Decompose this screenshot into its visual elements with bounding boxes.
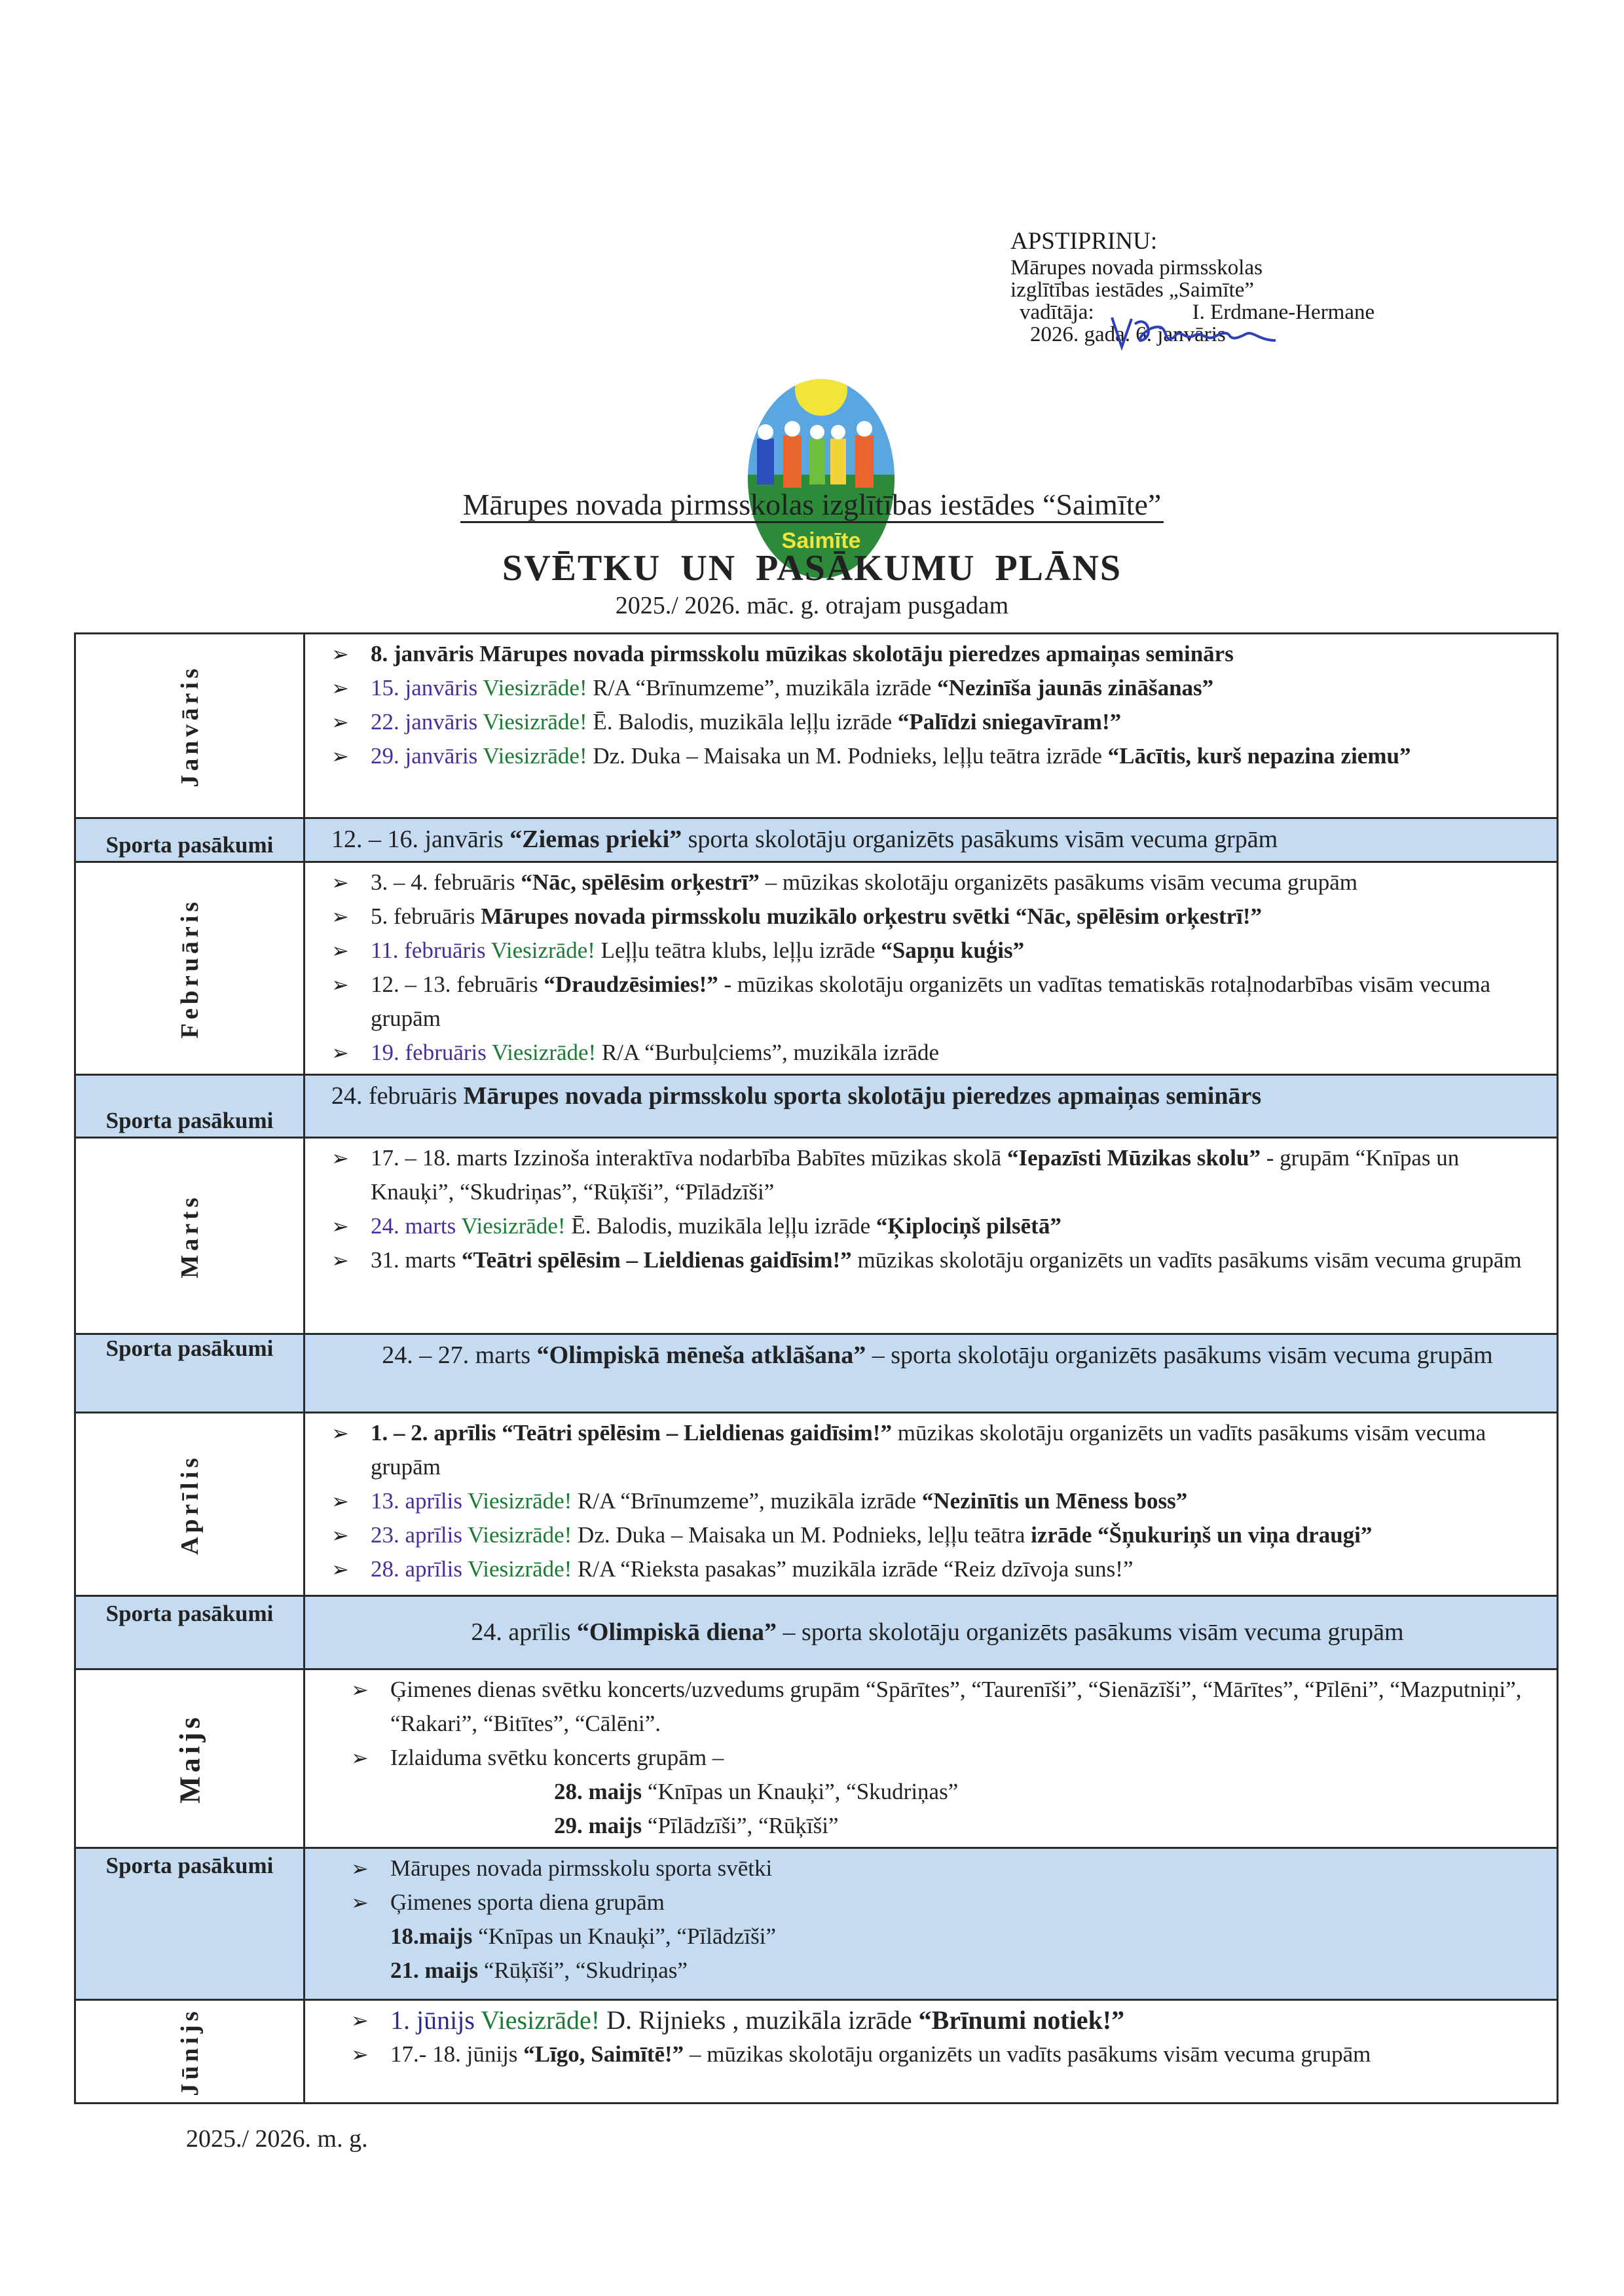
sport-event: 12. – 16. janvāris “Ziemas prieki” sporta skolotāju organizēts pasākums visām vecuma grpām <box>304 818 1558 862</box>
arrow-bullet-icon: ➢ <box>331 871 349 894</box>
month-events <box>304 1138 1558 1334</box>
event-item: ➢ Ģimenes sporta diena grupām <box>390 1886 1530 1920</box>
event-item: ➢ 15. janvāris Viesizrāde! R/A “Brīnumzeme”, muzikāla izrāde “Nezinīša jaunās zināšanas” <box>371 671 1530 705</box>
month-label: Jūnijs <box>175 2007 204 2096</box>
sport-label: Sporta pasākumi <box>75 1848 304 2000</box>
sport-row-may <box>75 1848 1558 2000</box>
month-row-january <box>75 634 1558 818</box>
event-item: ➢ 24. marts Viesizrāde! Ē. Balodis, muzikāla leļļu izrāde “Ķiplociņš pilsētā” <box>371 1209 1530 1243</box>
month-label: Maijs <box>174 1713 206 1804</box>
event-item: ➢ 28. aprīlis Viesizrāde! R/A “Rieksta pasakas” muzikāla izrāde “Reiz dzīvoja suns!” <box>371 1552 1530 1586</box>
month-events <box>304 1669 1558 1848</box>
month-cell <box>75 634 304 818</box>
approval-name: I. Erdmane-Hermane <box>1192 301 1375 324</box>
sport-row-march <box>75 1334 1558 1413</box>
arrow-bullet-icon: ➢ <box>331 1146 349 1170</box>
event-item: ➢ 8. janvāris Mārupes novada pirmsskolu mūzikas skolotāju pieredzes apmaiņas seminārs <box>371 637 1530 671</box>
arrow-bullet-icon: ➢ <box>331 744 349 768</box>
arrow-bullet-icon: ➢ <box>351 1857 369 1880</box>
sport-label: Sporta pasākumi <box>75 1334 304 1413</box>
approval-date: 2026. gada. 6. janvāris <box>1030 323 1226 346</box>
event-item: ➢ 11. februāris Viesizrāde! Leļļu teātra klubs, leļļu izrāde “Sapņu kuģis” <box>371 934 1530 968</box>
arrow-bullet-icon: ➢ <box>331 642 349 666</box>
sport-event: 24. februāris Mārupes novada pirmsskolu sporta skolotāju pieredzes apmaiņas seminārs <box>304 1075 1558 1138</box>
arrow-bullet-icon: ➢ <box>331 1421 349 1445</box>
event-item: ➢ Mārupes novada pirmsskolu sporta svētki <box>390 1851 1530 1886</box>
month-row-april <box>75 1413 1558 1596</box>
sport-label: Sporta pasākumi <box>75 818 304 862</box>
sport-row-february <box>75 1075 1558 1138</box>
event-item: ➢ Izlaiduma svētku koncerts grupām – <box>390 1741 1530 1775</box>
month-label: Aprīlis <box>175 1453 204 1555</box>
event-item: ➢ Ģimenes dienas svētku koncerts/uzvedums grupām “Spārītes”, “Taurenīši”, “Sienāzīši”, “Mārītes”, “Pīlēni”, “Mazputniņi”, “Rakari”, “Bitītes”, “Cālēni”. <box>390 1673 1530 1741</box>
month-row-may <box>75 1669 1558 1848</box>
month-events <box>304 1413 1558 1596</box>
event-item: ➢ 17. – 18. marts Izzinoša interaktīva nodarbība Babītes mūzikas skolā “Iepazīsti Mūzikas skolu” - grupām “Knīpas un Knauķi”, “Skudriņas”, “Rūķīši”, “Pīlādzīši” <box>371 1141 1530 1209</box>
approval-line: izglītības iestādes „Saimīte” <box>1010 278 1255 302</box>
event-item: ➢ 5. februāris Mārupes novada pirmsskolu muzikālo orķestru svētki “Nāc, spēlēsim orķestrī!” <box>371 900 1530 934</box>
arrow-bullet-icon: ➢ <box>331 939 349 962</box>
month-events <box>304 2000 1558 2104</box>
event-item: ➢ 19. februāris Viesizrāde! R/A “Burbuļciems”, muzikāla izrāde <box>371 1036 1530 1070</box>
event-item: ➢ 13. aprīlis Viesizrāde! R/A “Brīnumzeme”, muzikāla izrāde “Nezinītis un Mēness boss” <box>371 1484 1530 1518</box>
event-item: ➢ 17.- 18. jūnijs “Līgo, Saimītē!” – mūzikas skolotāju organizēts un vadīts pasākums visām vecuma grupām <box>390 2037 1530 2071</box>
sport-events <box>304 1848 1558 2000</box>
arrow-bullet-icon: ➢ <box>331 1041 349 1065</box>
arrow-bullet-icon: ➢ <box>331 973 349 996</box>
event-subline: 28. maijs “Knīpas un Knauķi”, “Skudriņas” <box>554 1779 959 1804</box>
arrow-bullet-icon: ➢ <box>331 1248 349 1272</box>
approval-heading: APSTIPRINU: <box>1010 228 1158 255</box>
event-item: ➢ 31. marts “Teātri spēlēsim – Lieldienas gaidīsim!” mūzikas skolotāju organizēts un vadīts pasākums visām vecuma grupām <box>371 1243 1530 1277</box>
arrow-bullet-icon: ➢ <box>331 710 349 734</box>
events-table <box>74 632 1559 2104</box>
arrow-bullet-icon: ➢ <box>351 1746 369 1770</box>
signature <box>1109 311 1279 350</box>
arrow-bullet-icon: ➢ <box>351 2009 369 2032</box>
month-label: Janvāris <box>175 664 204 788</box>
month-cell <box>75 2000 304 2104</box>
month-cell <box>75 1669 304 1848</box>
month-label: Marts <box>175 1193 204 1279</box>
footer-year: 2025./ 2026. m. g. <box>186 2125 368 2153</box>
event-item: ➢ 22. janvāris Viesizrāde! Ē. Balodis, muzikāla leļļu izrāde “Palīdzi sniegavīram!” <box>371 705 1530 739</box>
sport-row-january <box>75 818 1558 862</box>
event-item: ➢ 1. – 2. aprīlis “Teātri spēlēsim – Lieldienas gaidīsim!” mūzikas skolotāju organizēts un vadīts pasākums visām vecuma grupām <box>371 1416 1530 1484</box>
month-row-march <box>75 1138 1558 1334</box>
sport-event: 24. – 27. marts “Olimpiskā mēneša atklāšana” – sporta skolotāju organizēts pasākums visām vecuma grupām <box>304 1334 1558 1413</box>
month-cell <box>75 862 304 1075</box>
month-row-june <box>75 2000 1558 2104</box>
approval-label: vadītāja: <box>1020 301 1094 324</box>
event-subline: 29. maijs “Pīlādzīši”, “Rūķīši” <box>554 1813 839 1838</box>
arrow-bullet-icon: ➢ <box>351 2043 369 2066</box>
month-events <box>304 862 1558 1075</box>
approval-line: Mārupes novada pirmsskolas <box>1010 256 1263 280</box>
month-cell <box>75 1413 304 1596</box>
arrow-bullet-icon: ➢ <box>351 1891 369 1914</box>
organization-title: Mārupes novada pirmsskolas izglītības iestādes “Saimīte” <box>0 487 1624 522</box>
arrow-bullet-icon: ➢ <box>331 1523 349 1547</box>
event-item: ➢ 12. – 13. februāris “Draudzēsimies!” - mūzikas skolotāju organizēts un vadītas tematiskās rotaļnodarbības visām vecuma grupām <box>371 968 1530 1036</box>
arrow-bullet-icon: ➢ <box>331 1489 349 1513</box>
sport-label: Sporta pasākumi <box>75 1596 304 1669</box>
logo-text: Saimīte <box>781 528 861 553</box>
event-item: ➢ 3. – 4. februāris “Nāc, spēlēsim orķestrī” – mūzikas skolotāju organizēts pasākums visām vecuma grupām <box>371 866 1530 900</box>
page-title: SVĒTKU UN PASĀKUMU PLĀNS <box>502 548 1122 589</box>
sport-row-april <box>75 1596 1558 1669</box>
sport-event: 24. aprīlis “Olimpiskā diena” – sporta skolotāju organizēts pasākums visām vecuma grupām <box>304 1596 1558 1669</box>
event-subline: 18.maijs “Knīpas un Knauķi”, “Pīlādzīši” <box>390 1923 777 1949</box>
arrow-bullet-icon: ➢ <box>331 1214 349 1238</box>
event-item: ➢ 29. janvāris Viesizrāde! Dz. Duka – Maisaka un M. Podnieks, leļļu teātra izrāde “Lācītis, kurš nepazina ziemu” <box>371 739 1530 773</box>
page-subtitle: 2025./ 2026. māc. g. otrajam pusgadam <box>615 592 1009 619</box>
month-label: Februāris <box>175 898 204 1039</box>
sport-label: Sporta pasākumi <box>75 1075 304 1138</box>
event-subline: 21. maijs “Rūķīši”, “Skudriņas” <box>390 1958 688 1983</box>
event-item: ➢ 23. aprīlis Viesizrāde! Dz. Duka – Maisaka un M. Podnieks, leļļu teātra izrāde “Šņukuriņš un viņa draugi” <box>371 1518 1530 1552</box>
month-events <box>304 634 1558 818</box>
event-item: ➢ 1. jūnijs Viesizrāde! D. Rijnieks , muzikāla izrāde “Brīnumi notiek!” <box>390 2003 1530 2037</box>
arrow-bullet-icon: ➢ <box>331 676 349 700</box>
month-row-february <box>75 862 1558 1075</box>
arrow-bullet-icon: ➢ <box>351 1678 369 1702</box>
arrow-bullet-icon: ➢ <box>331 905 349 928</box>
month-cell <box>75 1138 304 1334</box>
arrow-bullet-icon: ➢ <box>331 1558 349 1581</box>
